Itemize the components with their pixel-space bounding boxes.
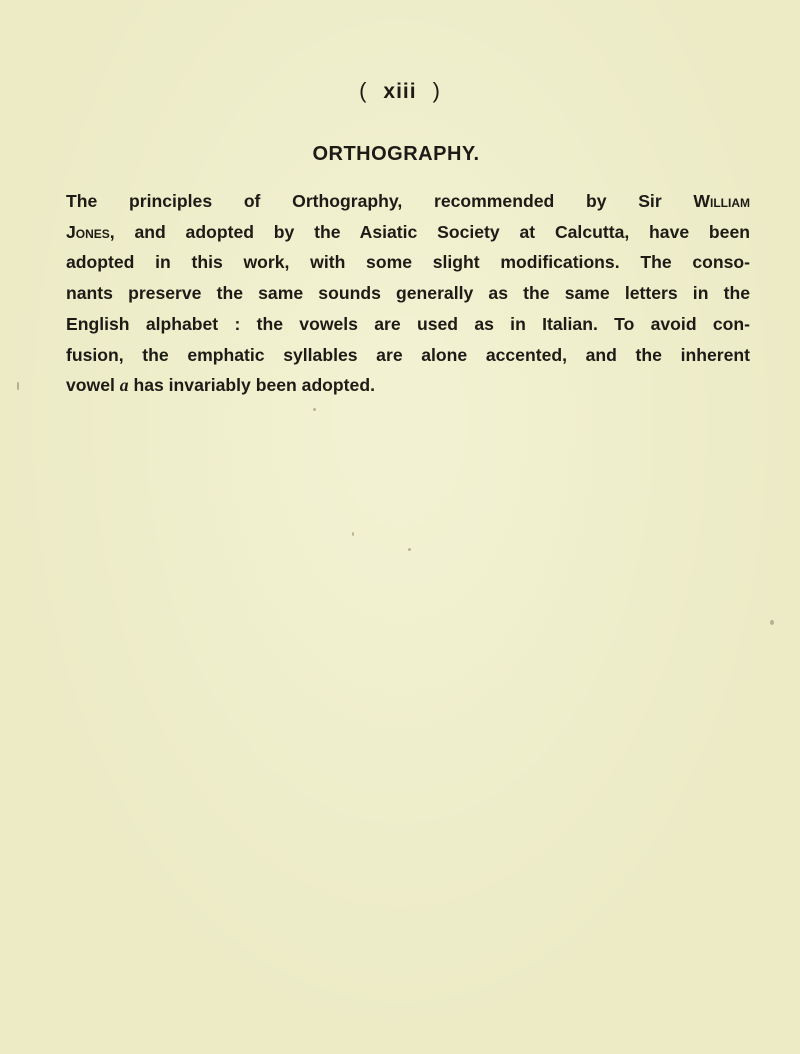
paper-speck [17,382,19,390]
paper-speck [408,548,411,551]
paragraph-line [66,370,750,401]
text-run: , and adopted by the Asiatic Society at Calcutta, have been [109,221,750,242]
paragraph-line [66,186,750,217]
paragraph-line: nants preserve the same sounds generally as the same letters in the [66,283,750,304]
name-small-caps: Jones [66,221,110,242]
page-number-header [0,78,800,104]
page-number: xiii [383,80,417,103]
text-run: vowel [66,375,120,396]
name-small-caps: William [693,191,750,211]
paragraph-line: fusion, the emphatic syllables are alone accented, and the inherent [66,344,750,365]
paragraph-line: adopted in this work, with some slight modifications. The conso- [66,252,750,273]
text-run: The principles of Orthography, recommended by Sir [66,191,694,211]
open-paren: ( [359,78,368,103]
paper-speck [313,408,316,411]
italic-letter: a [119,375,129,396]
close-paren: ) [432,78,441,103]
section-title: ORTHOGRAPHY. [312,143,480,165]
paragraph-line: English alphabet : the vowels are used as in Italian. To avoid con- [66,313,750,334]
paper-speck [352,532,354,536]
body-paragraph [66,186,750,401]
paper-speck [770,620,774,625]
text-run: has invariably been adopted. [128,375,375,396]
paragraph-line [66,217,750,248]
